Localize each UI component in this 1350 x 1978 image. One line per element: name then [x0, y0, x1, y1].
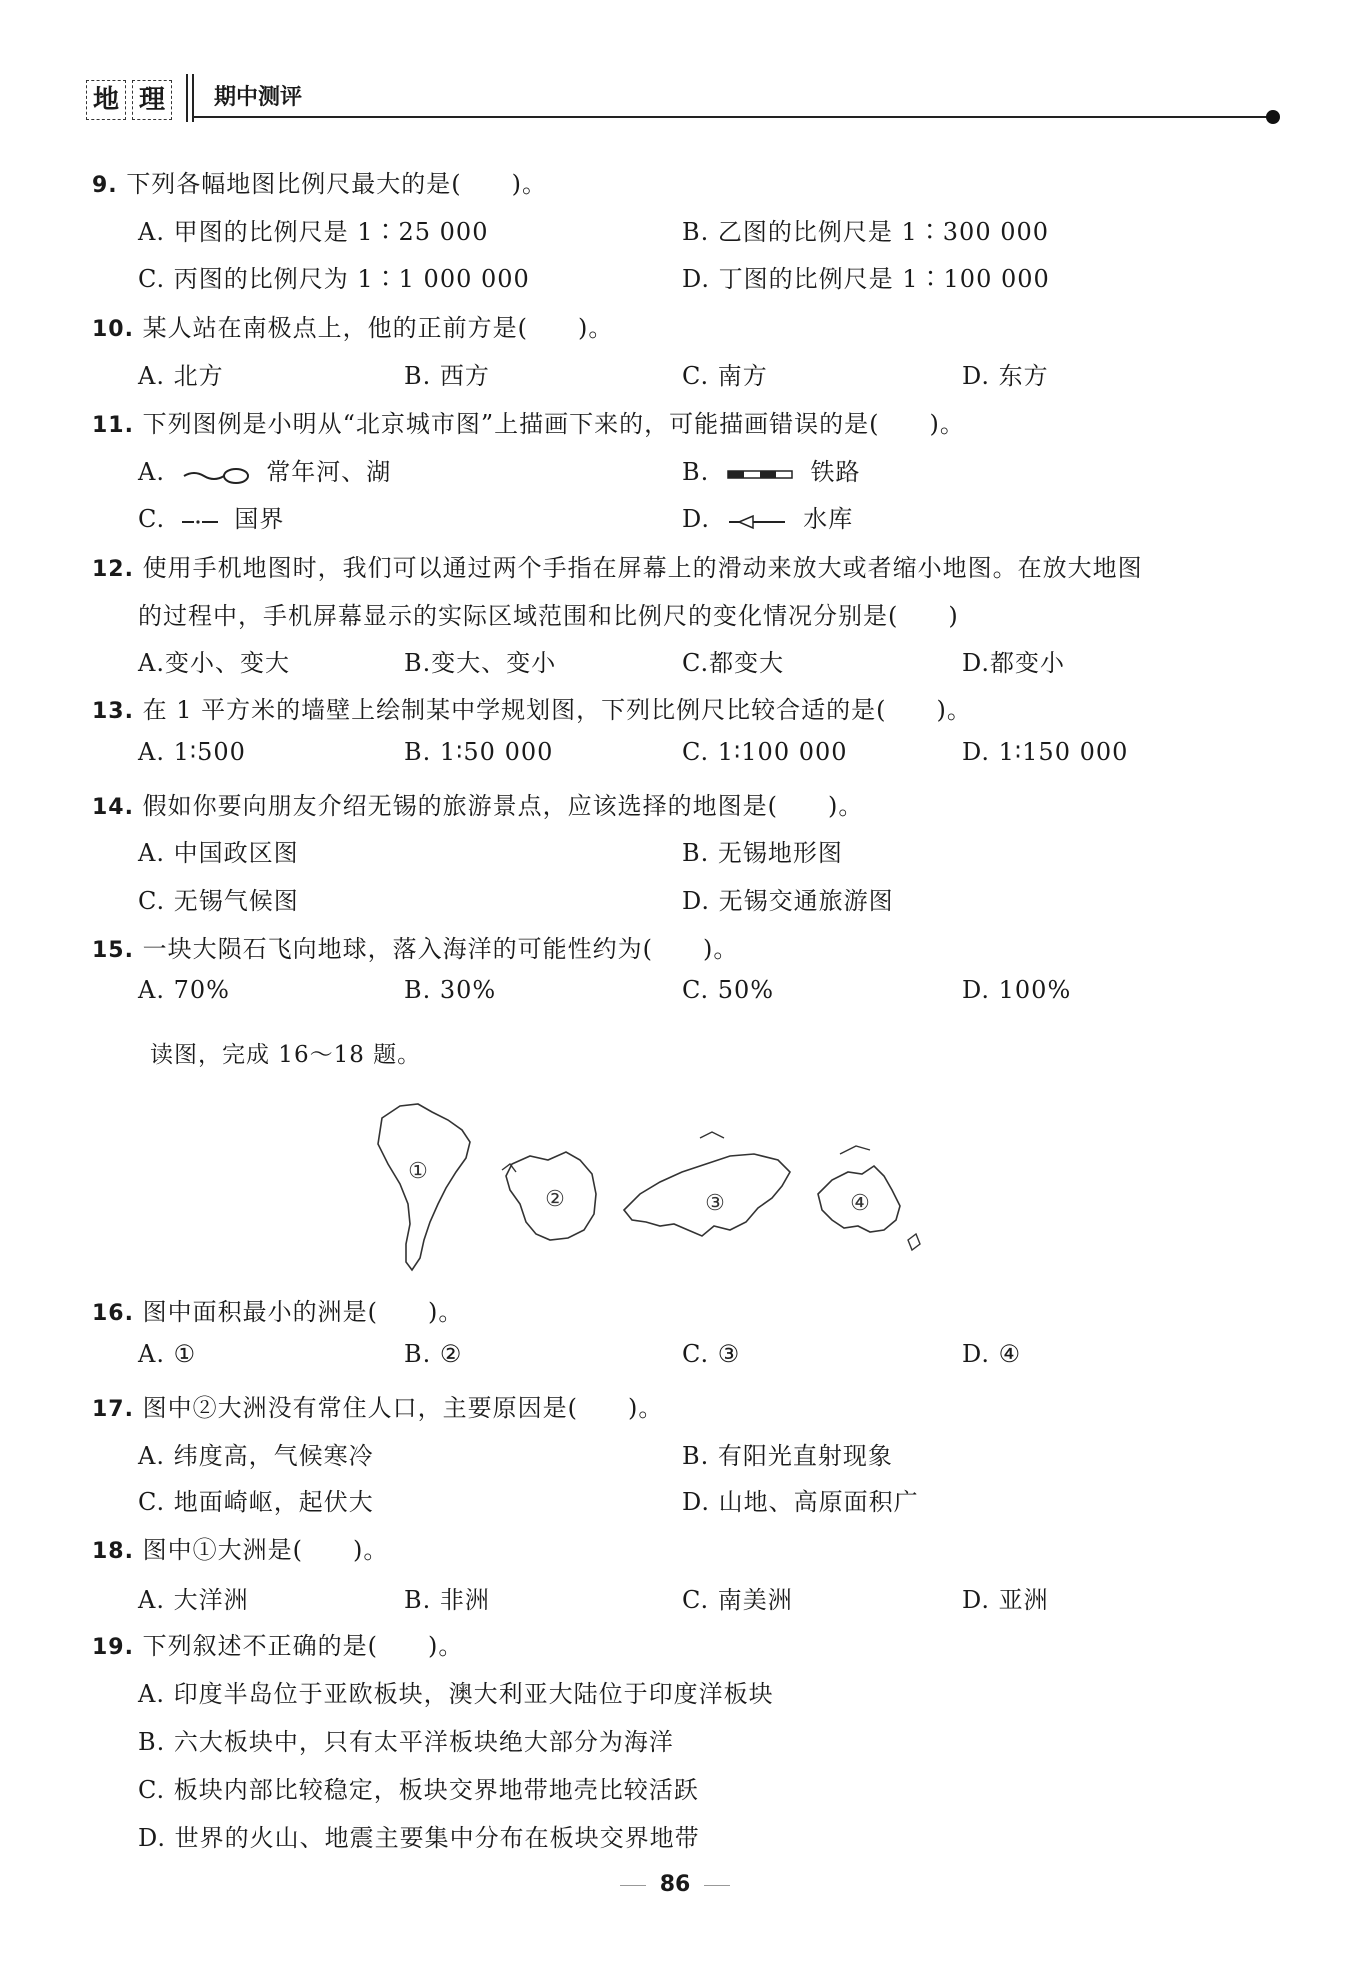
page-number-dash — [620, 1885, 646, 1886]
header-divider — [192, 74, 194, 122]
question-text: 一块大陨石飞向地球，落入海洋的可能性约为( )。 — [142, 935, 739, 963]
option-letter: D. — [682, 505, 711, 533]
option-a: A. 纬度高，气候寒冷 — [138, 1442, 374, 1470]
option-b — [682, 452, 861, 487]
option-c — [138, 499, 284, 534]
option-d: D. 丁图的比例尺是 1∶100 000 — [682, 265, 1050, 293]
page-number — [0, 1872, 1350, 1897]
question-15 — [92, 929, 738, 964]
header-rule — [194, 116, 1274, 118]
question-13 — [92, 690, 972, 725]
option-d: D. 山地、高原面积广 — [682, 1488, 919, 1516]
question-text: 图中面积最小的洲是( )。 — [142, 1298, 464, 1326]
option-c: C. 1∶100 000 — [682, 738, 848, 766]
question-18 — [92, 1530, 388, 1565]
option-c: C. 无锡气候图 — [138, 887, 299, 915]
option-b: B. 有阳光直射现象 — [682, 1442, 893, 1470]
option-c: C. 50% — [682, 976, 775, 1004]
option-c: C. ③ — [682, 1340, 741, 1368]
question-number: 14. — [92, 795, 134, 820]
question-9 — [92, 164, 547, 199]
railway-symbol-icon — [724, 462, 796, 486]
question-19 — [92, 1626, 463, 1661]
question-14 — [92, 786, 863, 821]
question-text: 某人站在南极点上，他的正前方是( )。 — [142, 314, 614, 342]
option-d: D. 东方 — [962, 362, 1049, 390]
question-number: 17. — [92, 1397, 134, 1422]
question-text: 假如你要向朋友介绍无锡的旅游景点，应该选择的地图是( )。 — [142, 792, 864, 820]
option-b: B. 非洲 — [404, 1586, 490, 1614]
option-c: C. 南方 — [682, 362, 768, 390]
question-17 — [92, 1388, 663, 1423]
question-text: 图中①大洲是( )。 — [142, 1536, 389, 1564]
question-text: 使用手机地图时，我们可以通过两个手指在屏幕上的滑动来放大或者缩小地图。在放大地图 — [142, 554, 1143, 582]
question-number: 16. — [92, 1301, 134, 1326]
question-number: 10. — [92, 317, 134, 342]
option-c: C. 板块内部比较稳定，板块交界地带地壳比较活跃 — [138, 1776, 699, 1804]
option-letter: B. — [682, 458, 710, 486]
option-a: A. 印度半岛位于亚欧板块，澳大利亚大陆位于印度洋板块 — [138, 1680, 774, 1708]
reservoir-symbol-icon — [725, 509, 789, 533]
question-text: 下列叙述不正确的是( )。 — [142, 1632, 464, 1660]
option-label: 水库 — [803, 505, 854, 533]
option-b: B. 1∶50 000 — [404, 738, 554, 766]
header-rule-dot — [1266, 110, 1280, 124]
figure-label: ① — [408, 1159, 428, 1184]
header-divider — [186, 74, 188, 122]
question-text: 下列各幅地图比例尺最大的是( )。 — [126, 170, 548, 198]
question-number: 15. — [92, 938, 134, 963]
option-label: 国界 — [234, 505, 285, 533]
question-number: 9. — [92, 173, 118, 198]
question-10 — [92, 308, 613, 343]
figure-label: ④ — [850, 1191, 870, 1216]
option-d: D. 亚洲 — [962, 1586, 1049, 1614]
question-number: 11. — [92, 413, 134, 438]
section-title: 期中测评 — [214, 84, 303, 110]
option-d: D.都变小 — [962, 649, 1066, 677]
question-text: 在 1 平方米的墙壁上绘制某中学规划图，下列比例尺比较合适的是( )。 — [142, 696, 972, 724]
river-lake-symbol-icon — [180, 462, 252, 486]
option-b: B. 乙图的比例尺是 1∶300 000 — [682, 218, 1050, 246]
option-c: C. 丙图的比例尺为 1∶1 000 000 — [138, 265, 530, 293]
question-number: 19. — [92, 1635, 134, 1660]
option-a: A. 甲图的比例尺是 1∶25 000 — [138, 218, 489, 246]
border-symbol-icon — [180, 509, 220, 533]
option-label: 常年河、湖 — [266, 458, 392, 486]
option-d: D. 世界的火山、地震主要集中分布在板块交界地带 — [138, 1824, 700, 1852]
option-b: B. ② — [404, 1340, 463, 1368]
question-text-continued: 的过程中，手机屏幕显示的实际区域范围和比例尺的变化情况分别是( ) — [138, 602, 959, 630]
page-number-dash — [704, 1885, 730, 1886]
option-b: B.变大、变小 — [404, 649, 557, 677]
option-d: D. ④ — [962, 1340, 1022, 1368]
continent-eurasia — [624, 1132, 790, 1236]
figure-label: ③ — [705, 1191, 725, 1216]
question-12 — [92, 548, 1143, 583]
option-a: A. 大洋洲 — [138, 1586, 249, 1614]
question-number: 13. — [92, 699, 134, 724]
subject-char-2: 理 — [132, 80, 172, 120]
continents-figure — [370, 1098, 990, 1278]
option-b: B. 西方 — [404, 362, 490, 390]
page-number-value: 86 — [659, 1872, 691, 1897]
option-c: C. 地面崎岖，起伏大 — [138, 1488, 374, 1516]
question-text: 下列图例是小明从“北京城市图”上描画下来的，可能描画错误的是( )。 — [142, 410, 965, 438]
option-c: C.都变大 — [682, 649, 785, 677]
option-d: D. 1∶150 000 — [962, 738, 1129, 766]
question-16 — [92, 1292, 463, 1327]
continent-oceania — [818, 1146, 920, 1250]
continent-south-america — [378, 1104, 470, 1270]
question-number: 18. — [92, 1539, 134, 1564]
option-c: C. 南美洲 — [682, 1586, 793, 1614]
option-b: B. 30% — [404, 976, 497, 1004]
option-letter: C. — [138, 505, 166, 533]
page-header — [86, 74, 1286, 124]
option-a: A. 70% — [138, 976, 230, 1004]
option-d: D. 100% — [962, 976, 1072, 1004]
question-11 — [92, 404, 965, 439]
option-b: B. 无锡地形图 — [682, 839, 843, 867]
figure-label: ② — [545, 1187, 565, 1212]
option-d: D. 无锡交通旅游图 — [682, 887, 894, 915]
continent-antarctica — [502, 1152, 596, 1240]
question-number: 12. — [92, 557, 134, 582]
reading-prompt: 读图，完成 16～18 题。 — [150, 1042, 422, 1068]
option-a: A. 北方 — [138, 362, 224, 390]
option-a — [138, 452, 391, 487]
question-text: 图中②大洲没有常住人口，主要原因是( )。 — [142, 1394, 664, 1422]
option-d — [682, 499, 853, 534]
option-label: 铁路 — [810, 458, 861, 486]
option-a: A.变小、变大 — [138, 649, 290, 677]
option-a: A. ① — [138, 1340, 197, 1368]
option-letter: A. — [138, 458, 165, 486]
subject-char-1: 地 — [86, 80, 126, 120]
option-b: B. 六大板块中，只有太平洋板块绝大部分为海洋 — [138, 1728, 674, 1756]
option-a: A. 中国政区图 — [138, 839, 299, 867]
option-a: A. 1∶500 — [138, 738, 246, 766]
